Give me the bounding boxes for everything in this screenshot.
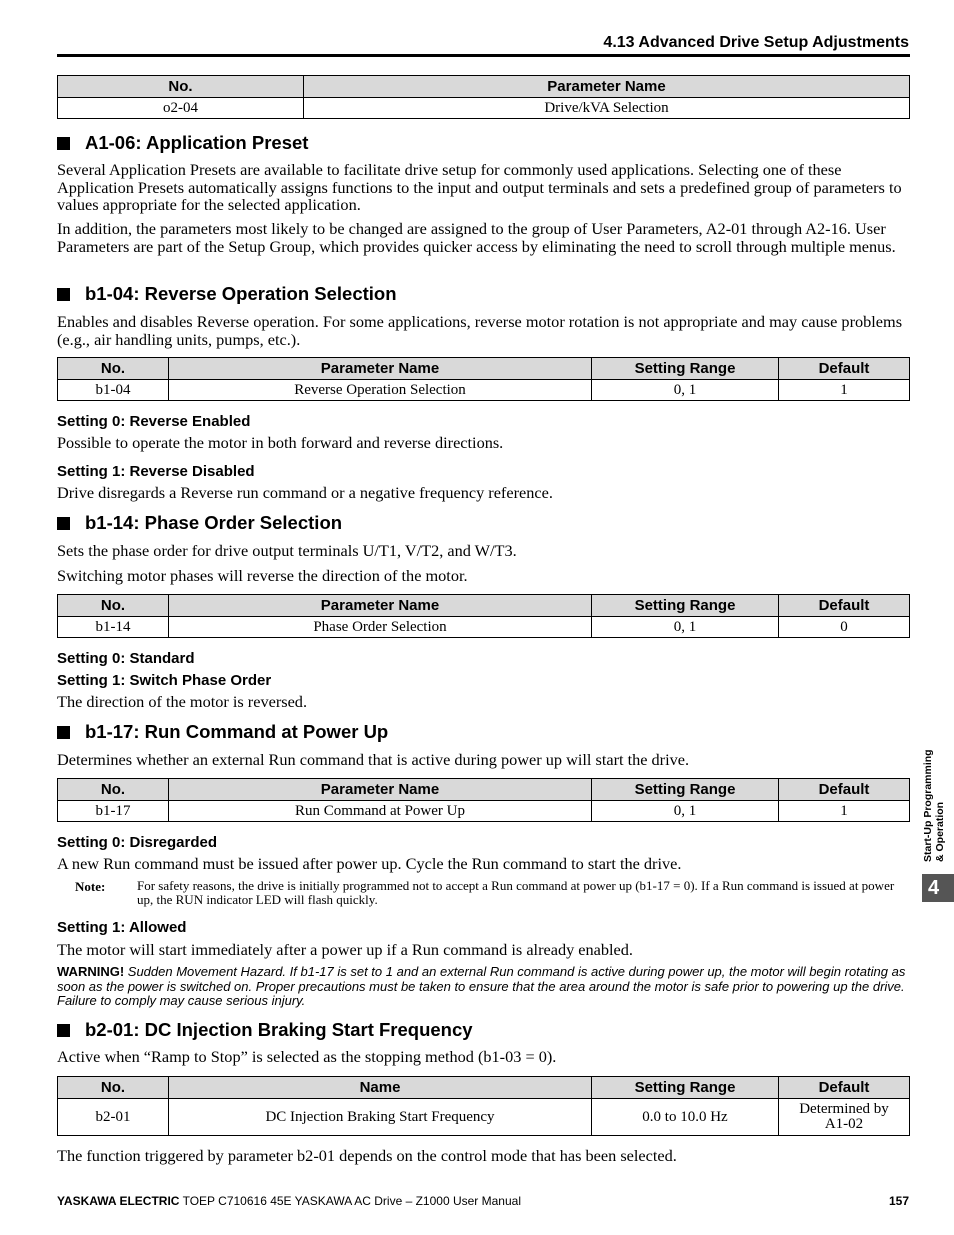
section-title: 4.13 Advanced Drive Setup Adjustments [603,34,909,51]
setting-title: Setting 1: Switch Phase Order [57,672,272,689]
col-header-setting-range: Setting Range [592,595,779,617]
paragraph: Sets the phase order for drive output terminals U/T1, V/T2, and W/T3. [57,541,517,560]
col-header-setting-range: Setting Range [592,1077,779,1099]
paragraph: The direction of the motor is reversed. [57,692,308,711]
footer-document-info [57,1194,521,1208]
cell-no: b1-17 [58,801,169,822]
cell-setting-range: 0, 1 [592,617,779,638]
cell-default: 0 [779,617,910,638]
col-header-default: Default [779,358,910,380]
col-header-no: No. [58,595,169,617]
cell-default: 1 [779,380,910,401]
warning-block [57,965,913,1009]
setting-title: Setting 0: Disregarded [57,834,218,851]
note-text: For safety reasons, the drive is initially programmed not to accept a Run command at power up (b1-17 = 0). If a Run command is issued at power up, the RUN indicator LED will flash quickly. [137,878,895,907]
warning-text: Sudden Movement Hazard. If b1-17 is set to 1 and an external Run command is active during power up, the motor will begin rotating as soon as the power is switched on. Proper precautions must be taken to ensure that the area around the motor is safe prior to powering up the drive. Failure to comply may cause serious injury. [57,964,906,1008]
cell-no: b1-14 [58,617,169,638]
paragraph: The function triggered by parameter b2-01 depends on the control mode that has been selected. [57,1146,677,1165]
paragraph: Possible to operate the motor in both forward and reverse directions. [57,433,504,452]
col-header-setting-range: Setting Range [592,779,779,801]
paragraph: Determines whether an external Run command that is active during power up will start the drive. [57,750,690,769]
col-header-no: No. [58,1077,169,1099]
bullet-square-icon [57,1024,70,1037]
parameter-table-b1-17 [57,778,910,822]
col-header-default: Default [779,1077,910,1099]
side-chapter-label [922,732,946,862]
col-header-parameter-name: Parameter Name [169,595,592,617]
col-header-default: Default [779,595,910,617]
note-label: Note: [75,879,106,894]
paragraph: Enables and disables Reverse operation. For some applications, reverse motor rotation is not appropriate and may cause problems (e.g., air handling units, pumps, etc.). [57,312,903,349]
cell-default: Determined by A1-02 [779,1099,910,1136]
col-header-no: No. [58,76,304,98]
cell-no: o2-04 [58,98,304,119]
col-header-default: Default [779,779,910,801]
col-header-name: Name [169,1077,592,1099]
col-header-setting-range: Setting Range [592,358,779,380]
heading-text: b1-14: Phase Order Selection [85,512,343,533]
bullet-square-icon [57,288,70,301]
parameter-table-b1-04 [57,357,910,401]
cell-parameter-name: Phase Order Selection [169,617,592,638]
footer-doc: TOEP C710616 45E YASKAWA AC Drive – Z1000 User Manual [179,1194,521,1208]
cell-setting-range: 0, 1 [592,380,779,401]
chapter-tab: 4 [922,874,954,902]
setting-title: Setting 1: Allowed [57,919,187,936]
setting-title: Setting 0: Standard [57,650,195,667]
setting-title: Setting 1: Reverse Disabled [57,463,255,480]
heading-text: b2-01: DC Injection Braking Start Frequency [85,1019,473,1040]
warning-label: WARNING! [57,964,125,979]
cell-no: b1-04 [58,380,169,401]
heading-b1-17 [57,721,388,743]
bullet-square-icon [57,726,70,739]
header-rule [57,54,910,57]
cell-no: b2-01 [58,1099,169,1136]
col-header-parameter-name: Parameter Name [304,76,910,98]
side-label-line2: & Operation [934,801,946,862]
col-header-no: No. [58,779,169,801]
bullet-square-icon [57,137,70,150]
heading-text: b1-17: Run Command at Power Up [85,721,389,742]
cell-default: 1 [779,801,910,822]
paragraph: Switching motor phases will reverse the direction of the motor. [57,566,468,585]
paragraph: A new Run command must be issued after power up. Cycle the Run command to start the drive. [57,854,682,873]
page-number: 157 [888,1194,909,1208]
cell-setting-range: 0.0 to 10.0 Hz [592,1099,779,1136]
cell-parameter-name: Drive/kVA Selection [304,98,910,119]
parameter-table-b1-14 [57,594,910,638]
paragraph: In addition, the parameters most likely to be changed are assigned to the group of User Parameters, A2-01 through A2-16. User Parameters are part of the Setup Group, which provides quicker access by eliminating the need to scroll through multiple menus. [57,219,896,256]
setting-title: Setting 0: Reverse Enabled [57,413,251,430]
cell-parameter-name: Reverse Operation Selection [169,380,592,401]
heading-b2-01 [57,1019,473,1041]
paragraph: The motor will start immediately after a power up if a Run command is already enabled. [57,940,633,959]
cell-setting-range: 0, 1 [592,801,779,822]
side-label-line1: Start-Up Programming [922,749,934,862]
col-header-parameter-name: Parameter Name [169,358,592,380]
parameter-table-o2-04 [57,75,910,119]
bullet-square-icon [57,517,70,530]
cell-name: DC Injection Braking Start Frequency [169,1099,592,1136]
heading-b1-14 [57,512,342,534]
paragraph: Several Application Presets are available to facilitate drive setup for commonly used applications. Selecting one of these Application Presets automatically assigns functions to the input and output terminals and sets a predefined group of parameters to values appropriate for the selected application. [57,160,902,214]
cell-parameter-name: Run Command at Power Up [169,801,592,822]
parameter-table-b2-01 [57,1076,910,1136]
heading-text: b1-04: Reverse Operation Selection [85,283,397,304]
col-header-parameter-name: Parameter Name [169,779,592,801]
paragraph: Active when “Ramp to Stop” is selected as the stopping method (b1-03 = 0). [57,1047,557,1066]
footer-brand: YASKAWA ELECTRIC [57,1194,180,1208]
paragraph: Drive disregards a Reverse run command or a negative frequency reference. [57,483,553,502]
heading-b1-04 [57,283,397,305]
col-header-no: No. [58,358,169,380]
heading-text: A1-06: Application Preset [85,132,309,153]
heading-a1-06 [57,132,308,154]
